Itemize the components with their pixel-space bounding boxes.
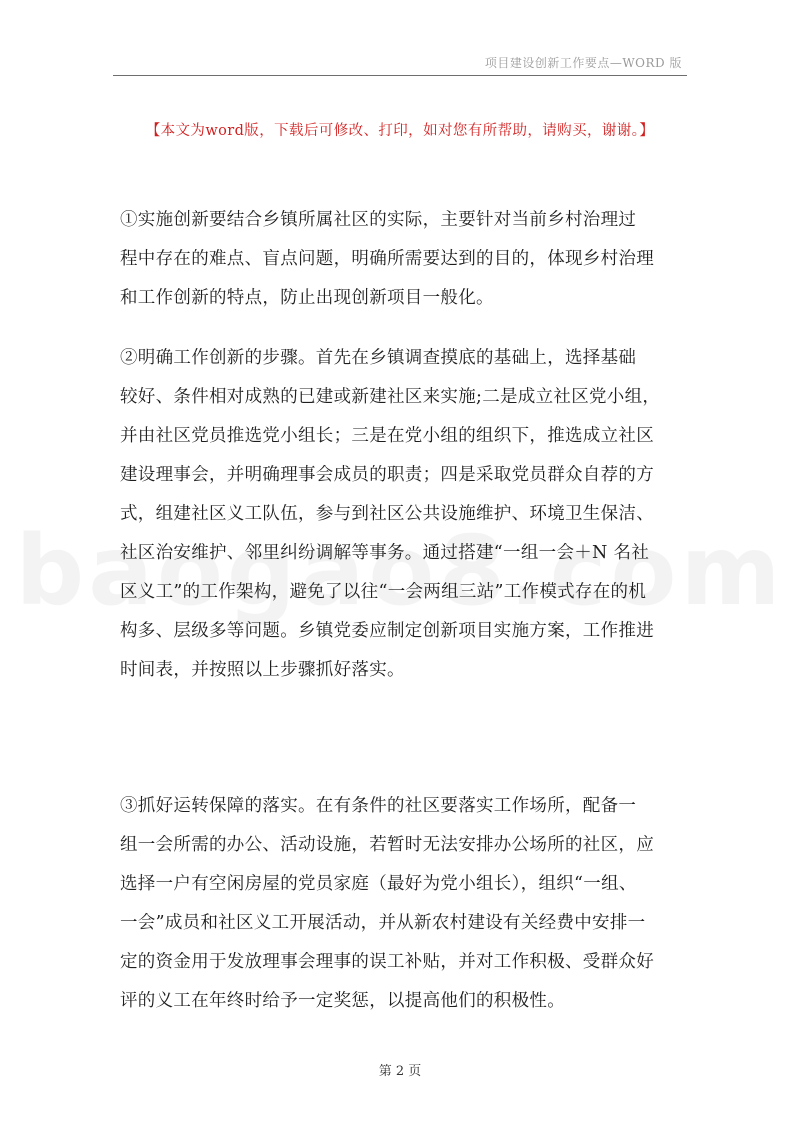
header-divider: [113, 75, 687, 76]
paragraph-3: [120, 787, 690, 1021]
paragraph-line: 时间表，并按照以上步骤抓好落实。: [120, 660, 405, 680]
paragraph-line: 选择一户有空闲房屋的党员家庭（最好为党小组长），组织“一组、: [120, 874, 637, 894]
paragraph-line: ③抓好运转保障的落实。在有条件的社区要落实工作场所，配备一: [120, 796, 637, 816]
page-number: 第 2 页: [378, 1064, 422, 1079]
paragraph-line: 较好、条件相对成熟的已建或新建社区来实施;二是成立社区党小组，: [120, 387, 661, 407]
paragraph-line: 和工作创新的特点，防止出现创新项目一般化。: [120, 288, 494, 308]
paragraph-line: 建设理事会，并明确理事会成员的职责；四是采取党员群众自荐的方: [120, 465, 654, 485]
paragraph-line: 一会”成员和社区义工开展活动，并从新农村建设有关经费中安排一: [120, 913, 646, 933]
paragraph-line: 定的资金用于发放理事会理事的误工补贴，并对工作积极、受群众好: [120, 952, 654, 972]
paragraph-line: 区义工”的工作架构，避免了以往“一会两组三站”工作模式存在的机: [120, 582, 647, 602]
header-title: 项目建设创新工作要点—WORD 版: [484, 56, 682, 70]
paragraph-line: 社区治安维护、邻里纠纷调解等事务。通过搭建“一组一会＋N 名社: [120, 543, 650, 563]
paragraph-line: 并由社区党员推选党小组长；三是在党小组的组织下，推选成立社区: [120, 426, 654, 446]
purchase-notice: 【本文为word版，下载后可修改、打印，如对您有所帮助，请购买，谢谢。】: [145, 123, 655, 139]
paragraph-line: 构多、层级多等问题。乡镇党委应制定创新项目实施方案，工作推进: [120, 621, 654, 641]
paragraph-2: [120, 339, 690, 690]
paragraph-line: 组一会所需的办公、活动设施，若暂时无法安排办公场所的社区，应: [120, 835, 654, 855]
paragraph-line: 式，组建社区义工队伍，参与到社区公共设施维护、环境卫生保洁、: [120, 504, 654, 524]
paragraph-line: ②明确工作创新的步骤。首先在乡镇调查摸底的基础上，选择基础: [120, 348, 637, 368]
paragraph-line: 程中存在的难点、盲点问题，明确所需要达到的目的，体现乡村治理: [120, 249, 654, 269]
paragraph-line: ①实施创新要结合乡镇所属社区的实际，主要针对当前乡村治理过: [120, 210, 637, 230]
paragraph-line: 评的义工在年终时给予一定奖惩，以提高他们的积极性。: [120, 991, 565, 1011]
paragraph-1: [120, 201, 690, 318]
